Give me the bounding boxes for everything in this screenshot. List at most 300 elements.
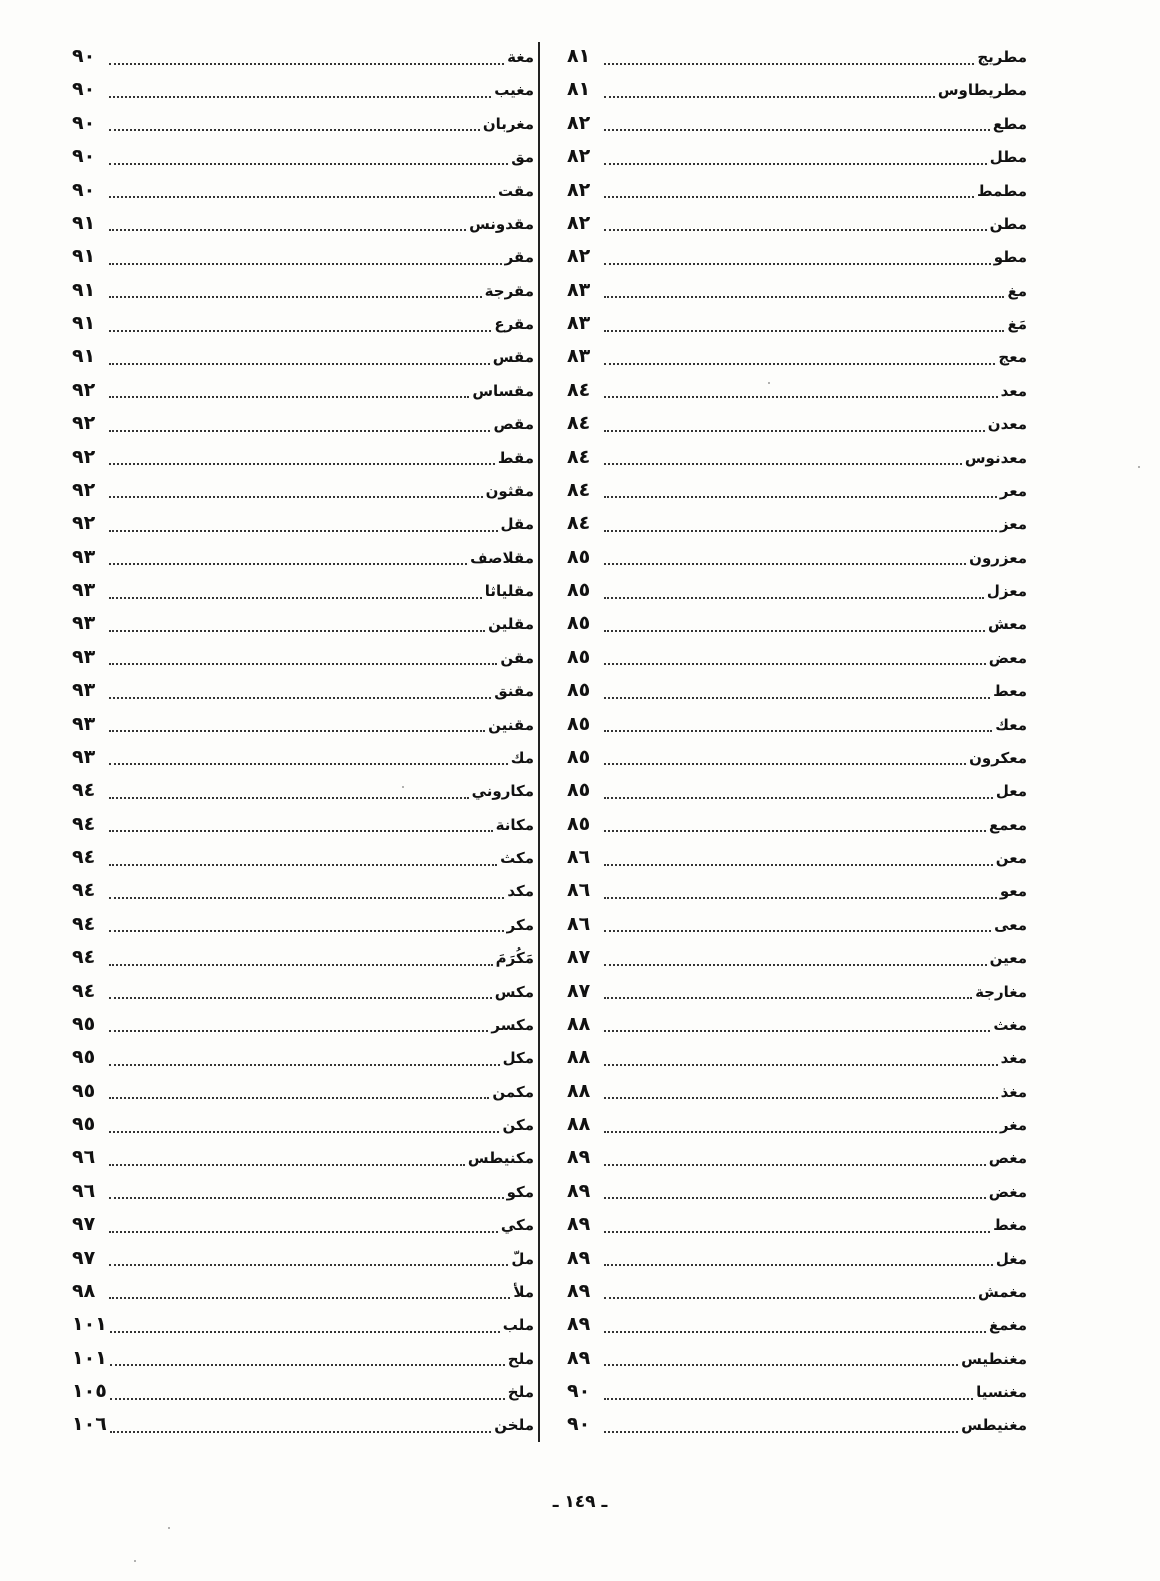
index-entry: [72, 1175, 534, 1208]
entry-term: معض: [988, 648, 1027, 667]
entry-page-number: ٩٣: [72, 745, 96, 768]
dot-leader: [604, 1264, 993, 1266]
entry-page-number: ٨٨: [567, 1012, 591, 1035]
entry-page-number: ٩١: [72, 312, 96, 334]
entry-term: مكسر: [491, 1015, 534, 1034]
index-entry: [567, 207, 1027, 240]
dot-leader: [109, 597, 482, 599]
entry-term: مكنيطس: [467, 1149, 534, 1168]
dot-leader: [604, 697, 990, 699]
entry-term: مغذ: [1000, 1082, 1027, 1101]
entry-page-number: ٩٠: [72, 78, 96, 101]
index-entry: [72, 1375, 534, 1408]
dot-leader: [604, 597, 984, 599]
entry-page-number: ٩٣: [72, 612, 96, 635]
entry-term: مطل: [989, 148, 1027, 167]
dot-leader: [109, 964, 493, 966]
entry-page-number: ٩٣: [72, 645, 96, 668]
dot-leader: [604, 1398, 973, 1400]
dot-leader: [109, 129, 480, 131]
dot-leader: [109, 530, 498, 532]
column-divider: [538, 42, 540, 1442]
entry-page-number: ٨٥: [567, 612, 591, 635]
dot-leader: [109, 997, 492, 999]
entry-page-number: ٩١: [72, 211, 96, 234]
entry-page-number: ٩٤: [72, 946, 96, 969]
entry-page-number: ٨٧: [567, 946, 591, 969]
index-entry: [72, 1242, 534, 1275]
index-entry: [72, 941, 534, 974]
dot-leader: [604, 730, 992, 732]
entry-page-number: ٨٥: [567, 679, 591, 702]
entry-term: معمع: [988, 815, 1027, 834]
entry-page-number: ٨٩: [567, 1213, 591, 1236]
entry-term: معى: [994, 915, 1027, 934]
index-entry: [72, 40, 534, 73]
dot-leader: [604, 1297, 975, 1299]
entry-page-number: ٩٤: [72, 912, 96, 935]
index-entry: [72, 908, 534, 941]
entry-page-number: ٨٥: [567, 545, 591, 568]
entry-term: مغث: [993, 1015, 1027, 1034]
index-entry: [72, 774, 534, 807]
entry-page-number: ٨٥: [567, 812, 591, 835]
dot-leader: [604, 563, 966, 565]
entry-term: مقن: [500, 648, 534, 667]
dot-leader: [109, 730, 485, 732]
index-entry: [567, 1141, 1027, 1174]
entry-page-number: ٩٢: [72, 412, 96, 435]
entry-term: مقر: [504, 248, 534, 267]
entry-term: معزل: [986, 582, 1027, 600]
entry-term: مغنسيا: [976, 1383, 1027, 1401]
entry-page-number: ٩٣: [72, 579, 96, 601]
dot-leader: [109, 396, 469, 398]
index-entry: [567, 674, 1027, 707]
index-entry: [72, 140, 534, 173]
entry-term: مقلاصف: [470, 548, 534, 567]
entry-term: مك: [510, 748, 534, 767]
entry-page-number: ٩٣: [72, 545, 96, 568]
dot-leader: [604, 1131, 997, 1133]
entry-page-number: ٩٢: [72, 478, 96, 501]
entry-term: مقدونس: [469, 214, 534, 233]
entry-page-number: ٩٣: [72, 712, 96, 735]
entry-term: مقط: [497, 448, 534, 467]
dot-leader: [604, 129, 990, 131]
entry-term: معش: [988, 615, 1027, 634]
dot-leader: [604, 964, 987, 966]
index-entry: [72, 240, 534, 273]
entry-page-number: ٨٣: [567, 345, 591, 368]
entry-term: مغمش: [977, 1282, 1027, 1301]
entry-term: مكمن: [492, 1082, 534, 1101]
entry-page-number: ١٠٦: [72, 1413, 107, 1436]
scan-speck: [768, 382, 770, 384]
index-entry: [72, 1208, 534, 1241]
entry-page-number: ٨٦: [567, 846, 591, 868]
index-entry: [567, 73, 1027, 106]
index-entry: [567, 741, 1027, 774]
entry-term: مكل: [502, 1049, 534, 1068]
dot-leader: [604, 1364, 958, 1366]
index-entry: [567, 307, 1027, 340]
dot-leader: [110, 1398, 505, 1400]
dot-leader: [604, 1231, 990, 1233]
entry-page-number: ٩٢: [72, 378, 96, 401]
entry-term: مكس: [494, 982, 534, 1001]
entry-term: مغض: [988, 1182, 1027, 1201]
dot-leader: [109, 1030, 488, 1032]
dot-leader: [604, 1064, 998, 1066]
index-entry: [72, 107, 534, 140]
index-entry: [72, 507, 534, 540]
index-entry: [567, 174, 1027, 207]
index-entry: [567, 474, 1027, 507]
page-number: ـ ١٤٩ ـ: [552, 1492, 608, 1512]
entry-term: مطريطاوس: [937, 81, 1027, 100]
dot-leader: [109, 263, 502, 265]
entry-page-number: ٨٨: [567, 1113, 591, 1135]
index-entry: [72, 1275, 534, 1308]
entry-term: مغنيطس: [961, 1416, 1027, 1435]
index-entry: [72, 808, 534, 841]
index-entry: [567, 908, 1027, 941]
entry-term: مغيب: [494, 81, 534, 100]
entry-page-number: ٨٤: [567, 478, 591, 501]
entry-term: معو: [999, 882, 1027, 901]
index-entry: [72, 274, 534, 307]
entry-term: معين: [989, 949, 1027, 968]
dot-leader: [109, 830, 493, 832]
dot-leader: [109, 864, 497, 866]
entry-page-number: ٨٤: [567, 512, 591, 535]
index-entry: [72, 541, 534, 574]
entry-term: مكر: [506, 915, 534, 934]
dot-leader: [109, 763, 508, 765]
index-entry: [567, 240, 1027, 273]
dot-leader: [110, 1331, 500, 1333]
scan-speck: [134, 1560, 136, 1562]
index-entry: [72, 307, 534, 340]
entry-term: مقلياثا: [484, 582, 534, 600]
dot-leader: [604, 530, 997, 532]
entry-page-number: ٩١: [72, 345, 96, 368]
entry-term: مكن: [502, 1116, 534, 1134]
entry-page-number: ٨٥: [567, 712, 591, 735]
entry-term: معكرون: [969, 748, 1027, 767]
entry-page-number: ٩٧: [72, 1213, 96, 1236]
dot-leader: [109, 1197, 504, 1199]
dot-leader: [604, 363, 995, 365]
dot-leader: [604, 1197, 986, 1199]
index-entry: [72, 607, 534, 640]
entry-page-number: ٨٩: [567, 1279, 591, 1302]
entry-page-number: ٨٥: [567, 779, 591, 802]
index-entry: [567, 40, 1027, 73]
index-entry: [72, 641, 534, 674]
dot-leader: [109, 897, 504, 899]
index-entry: [567, 1408, 1027, 1441]
dot-leader: [109, 163, 508, 165]
index-entry: [567, 1308, 1027, 1341]
dot-leader: [109, 1164, 465, 1166]
entry-term: مغل: [995, 1249, 1027, 1268]
entry-term: مغربان: [482, 114, 534, 133]
entry-page-number: ٨٦: [567, 879, 591, 902]
index-entry: [72, 1108, 534, 1141]
index-entry: [567, 941, 1027, 974]
entry-term: مكو: [506, 1182, 534, 1201]
entry-term: مغنطيس: [961, 1349, 1027, 1368]
entry-page-number: ٨٧: [567, 979, 591, 1002]
entry-page-number: ٩٥: [72, 1012, 96, 1035]
index-entry: [567, 1108, 1027, 1141]
index-entry: [567, 441, 1027, 474]
entry-page-number: ٩٢: [72, 445, 96, 468]
index-entry: [72, 73, 534, 106]
entry-page-number: ٨٢: [567, 245, 591, 268]
dot-leader: [604, 864, 993, 866]
entry-page-number: ٩٥: [72, 1079, 96, 1102]
dot-leader: [109, 196, 495, 198]
entry-page-number: ٩٠: [72, 145, 96, 168]
entry-page-number: ٩٤: [72, 879, 96, 902]
entry-page-number: ٨٢: [567, 178, 591, 201]
index-entry: [72, 407, 534, 440]
index-entry: [567, 1342, 1027, 1375]
entry-page-number: ٨٥: [567, 579, 591, 601]
entry-term: معزرون: [969, 548, 1027, 567]
entry-page-number: ٨٩: [567, 1179, 591, 1202]
entry-page-number: ٩٠: [72, 45, 96, 67]
index-entry: [567, 641, 1027, 674]
entry-term: مقل: [500, 515, 534, 534]
entry-term: مغص: [988, 1149, 1027, 1168]
entry-page-number: ١٠١: [72, 1346, 107, 1369]
dot-leader: [110, 1364, 505, 1366]
dot-leader: [109, 1097, 489, 1099]
dot-leader: [109, 463, 495, 465]
entry-term: مقنق: [494, 682, 534, 701]
index-entry: [567, 574, 1027, 607]
index-entry: [567, 708, 1027, 741]
dot-leader: [109, 930, 504, 932]
dot-leader: [109, 96, 491, 98]
entry-page-number: ٩٠: [567, 1413, 591, 1436]
entry-page-number: ٨٤: [567, 412, 591, 435]
entry-term: ملأ: [513, 1282, 534, 1301]
index-entry: [72, 1041, 534, 1074]
entry-term: مغمغ: [988, 1316, 1027, 1335]
dot-leader: [109, 430, 490, 432]
dot-leader: [109, 63, 504, 65]
entry-page-number: ٩٤: [72, 779, 96, 802]
dot-leader: [604, 163, 987, 165]
entry-page-number: ٨٨: [567, 1046, 591, 1069]
entry-page-number: ٩١: [72, 278, 96, 301]
index-entry: [567, 841, 1027, 874]
dot-leader: [109, 1131, 499, 1133]
dot-leader: [604, 797, 993, 799]
entry-page-number: ٩٦: [72, 1179, 96, 1202]
entry-term: مكانة: [495, 815, 534, 834]
dot-leader: [604, 830, 986, 832]
index-entry: [567, 507, 1027, 540]
entry-page-number: ٩٨: [72, 1279, 96, 1302]
dot-leader: [604, 496, 997, 498]
dot-leader: [604, 763, 966, 765]
index-entry: [72, 174, 534, 207]
index-entry: [72, 207, 534, 240]
entry-term: ملب: [502, 1316, 534, 1335]
dot-leader: [604, 1164, 986, 1166]
dot-leader: [109, 229, 466, 231]
dot-leader: [109, 697, 491, 699]
dot-leader: [604, 330, 1004, 332]
entry-term: مكي: [500, 1216, 534, 1235]
dot-leader: [109, 1297, 510, 1299]
dot-leader: [109, 1231, 498, 1233]
index-entry: [567, 107, 1027, 140]
entry-term: مقنين: [488, 715, 534, 734]
index-entry: [567, 1242, 1027, 1275]
dot-leader: [109, 797, 469, 799]
entry-term: مَكُرَمَ: [495, 949, 534, 968]
index-entry: [567, 1008, 1027, 1041]
entry-page-number: ٨٥: [567, 745, 591, 768]
entry-term: مغة: [507, 48, 534, 66]
entry-term: مطع: [992, 114, 1027, 133]
index-entry: [567, 374, 1027, 407]
entry-page-number: ٨٣: [567, 278, 591, 301]
index-entry: [567, 407, 1027, 440]
index-entry: [72, 1008, 534, 1041]
entry-term: مقساس: [472, 381, 534, 400]
dot-leader: [604, 630, 985, 632]
index-entry: [72, 1308, 534, 1341]
entry-page-number: ٩٥: [72, 1046, 96, 1069]
entry-term: مطو: [993, 248, 1027, 267]
index-entry: [567, 1075, 1027, 1108]
dot-leader: [109, 663, 497, 665]
index-entry: [72, 474, 534, 507]
dot-leader: [604, 1331, 986, 1333]
dot-leader: [109, 630, 485, 632]
entry-page-number: ٨٤: [567, 445, 591, 468]
entry-page-number: ٨٤: [567, 378, 591, 401]
dot-leader: [109, 363, 490, 365]
index-entry: [567, 140, 1027, 173]
dot-leader: [604, 229, 987, 231]
entry-term: مق: [511, 148, 534, 167]
index-column-right: [567, 40, 1027, 1442]
entry-term: معج: [998, 348, 1027, 367]
index-entry: [72, 374, 534, 407]
entry-page-number: ٨٩: [567, 1246, 591, 1269]
index-entry: [72, 441, 534, 474]
entry-term: مقرجة: [484, 281, 534, 300]
dot-leader: [109, 496, 483, 498]
index-entry: [72, 1342, 534, 1375]
entry-term: معل: [995, 782, 1027, 801]
entry-term: ملخن: [494, 1416, 534, 1435]
index-entry: [567, 274, 1027, 307]
index-entry: [567, 808, 1027, 841]
dot-leader: [604, 296, 1004, 298]
index-entry: [72, 975, 534, 1008]
entry-page-number: ٨٢: [567, 145, 591, 168]
index-entry: [567, 1041, 1027, 1074]
index-entry: [72, 741, 534, 774]
dot-leader: [604, 63, 974, 65]
index-entry: [72, 874, 534, 907]
entry-page-number: ٩٠: [72, 111, 96, 134]
entry-term: معد: [1000, 381, 1027, 400]
entry-page-number: ٩٥: [72, 1113, 96, 1135]
entry-page-number: ٩٧: [72, 1246, 96, 1269]
entry-term: مكد: [507, 882, 534, 901]
entry-term: ملّ: [511, 1249, 534, 1268]
entry-term: مقلين: [488, 615, 534, 634]
entry-page-number: ٨٣: [567, 312, 591, 334]
dot-leader: [109, 1064, 500, 1066]
entry-term: مقرع: [494, 315, 534, 333]
scan-speck: [168, 1527, 170, 1529]
entry-page-number: ٩٤: [72, 846, 96, 868]
entry-term: معز: [999, 515, 1027, 534]
entry-page-number: ٩٦: [72, 1146, 96, 1169]
entry-term: ملخ: [507, 1383, 534, 1401]
index-column-left: [72, 40, 534, 1442]
entry-page-number: ٨٩: [567, 1346, 591, 1369]
dot-leader: [604, 1097, 998, 1099]
entry-page-number: ٩٤: [72, 812, 96, 835]
entry-term: ملح: [507, 1349, 534, 1368]
entry-term: معن: [995, 849, 1027, 867]
dot-leader: [604, 1030, 990, 1032]
dot-leader: [604, 263, 991, 265]
dot-leader: [109, 563, 467, 565]
entry-term: معط: [993, 682, 1027, 701]
scan-speck: [1138, 466, 1140, 468]
entry-term: مقثون: [485, 481, 534, 500]
index-entry: [72, 708, 534, 741]
index-entry: [567, 1375, 1027, 1408]
dot-leader: [604, 463, 962, 465]
entry-page-number: ٩٣: [72, 679, 96, 702]
entry-term: مطريج: [977, 48, 1027, 66]
index-entry: [567, 975, 1027, 1008]
entry-term: مغر: [999, 1116, 1027, 1134]
entry-page-number: ٨٦: [567, 912, 591, 935]
entry-page-number: ٩٢: [72, 512, 96, 535]
dot-leader: [109, 330, 491, 332]
entry-page-number: ٨٩: [567, 1313, 591, 1336]
index-entry: [567, 1275, 1027, 1308]
index-entry: [567, 340, 1027, 373]
entry-term: مطن: [989, 214, 1027, 233]
index-entry: [72, 1408, 534, 1441]
dot-leader: [604, 430, 985, 432]
entry-page-number: ٨٢: [567, 211, 591, 234]
entry-term: مطمط: [976, 181, 1027, 200]
entry-page-number: ٩١: [72, 245, 96, 268]
entry-page-number: ٨١: [567, 45, 591, 67]
index-entry: [72, 1141, 534, 1174]
index-entry: [567, 541, 1027, 574]
index-entry: [72, 674, 534, 707]
